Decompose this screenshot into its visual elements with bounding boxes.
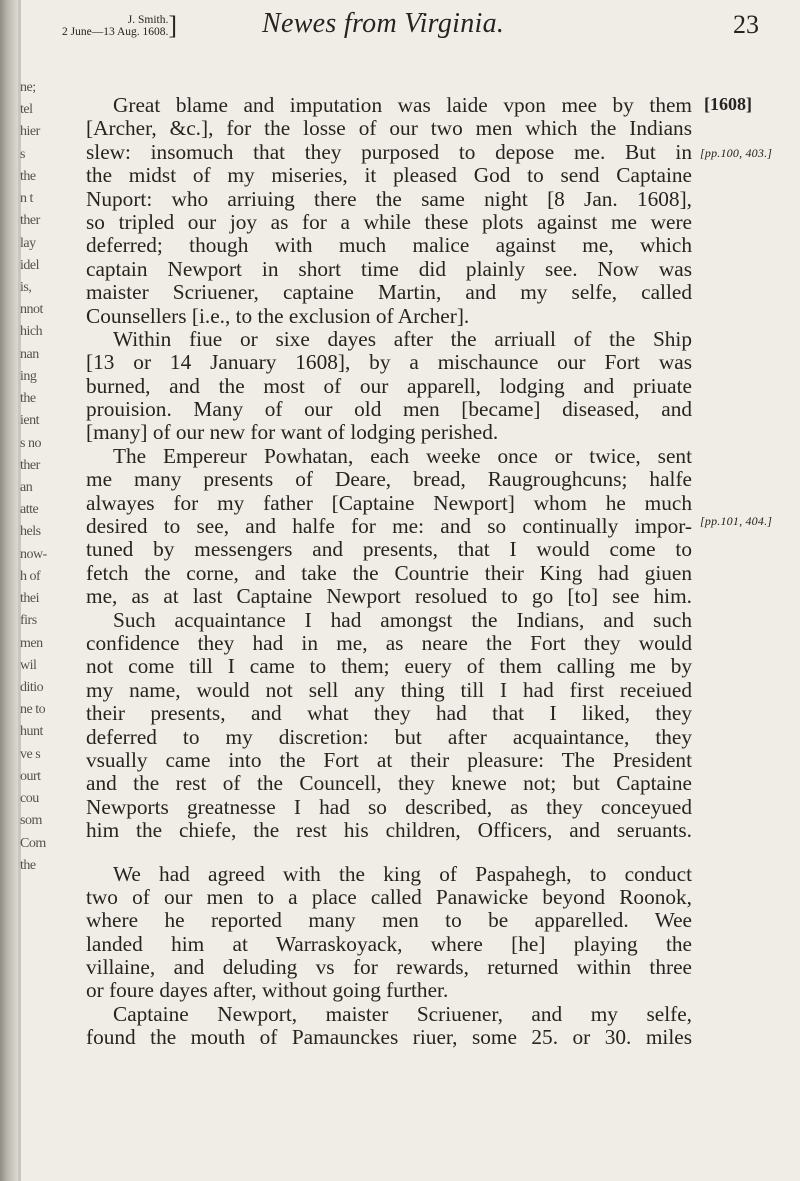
facing-page-fragment: Com [20, 836, 46, 851]
facing-page-fragment: hunt [20, 724, 43, 739]
facing-page-fragment: the [20, 391, 36, 406]
sidenote-dates: 2 June—13 Aug. 1608. [62, 26, 169, 38]
facing-page-fragment: men [20, 636, 43, 651]
text-line: the midst of my miseries, it pleased God to send Captaine [86, 164, 692, 188]
margin-page-reference: [pp.100, 403.] [700, 146, 773, 160]
facing-page-fragments [20, 80, 54, 900]
text-line: where he reported many men to be apparelled. Wee [86, 909, 692, 933]
text-line: or foure dayes after, without going further. [86, 978, 449, 1003]
text-line: found the mouth of Pamaunckes riuer, some 25. or 30. miles [86, 1026, 692, 1050]
facing-page-fragment: s no [20, 436, 41, 451]
page-number: 23 [733, 10, 759, 39]
facing-page-fragment: tel [20, 102, 33, 117]
facing-page-fragment: firs [20, 613, 37, 628]
running-sidenote: J. Smith. 2 June—13 Aug. 1608. ] [62, 11, 178, 40]
text-line: not come till I came to them; euery of them calling me by [86, 655, 692, 679]
margin-page-reference: [pp.101, 404.] [700, 514, 773, 528]
text-line: landed him at Warraskoyack, where [he] playing the [86, 932, 692, 956]
text-line: and the rest of the Councell, they knewe not; but Captaine [86, 772, 692, 796]
text-line: confidence they had in me, as neare the Fort they would [86, 631, 692, 655]
text-line: me, as at last Captaine Newport resolued to go [to] see him. [86, 585, 692, 609]
facing-page-fragment: h of [20, 569, 41, 584]
facing-page-fragment: atte [20, 502, 39, 517]
facing-page-fragment: ther [20, 458, 40, 473]
text-line: The Empereur Powhatan, each weeke once or twice, sent [113, 444, 692, 468]
facing-page-fragment: ne; [20, 80, 36, 95]
facing-page-fragment: now- [20, 547, 47, 562]
facing-page-fragment: ditio [20, 680, 44, 695]
text-line: Nuport: who arriuing there the same night [8 Jan. 1608], [86, 187, 692, 211]
margin-year: [1608] [704, 94, 752, 114]
facing-page-fragment: nan [20, 347, 39, 362]
text-line: deferred to my discretion: but after acquaintance, they [86, 725, 692, 749]
facing-page-fragment: ourt [20, 769, 41, 784]
text-line: so tripled our joy as for a while these plots against me were [86, 210, 692, 234]
facing-page-fragment: the [20, 169, 36, 184]
text-line: Such acquaintance I had amongst the Indians, and such [113, 608, 692, 632]
text-line: vsually came into the Fort at their pleasure: The President [86, 748, 692, 772]
facing-page-fragment: hich [20, 324, 43, 339]
facing-page-fragment: thei [20, 591, 39, 606]
facing-page-fragment: ne to [20, 702, 46, 717]
facing-page-fragment: lay [20, 236, 36, 251]
text-line: my name, would not sell any thing till I had first receiued [86, 678, 692, 702]
facing-page-fragment: n t [20, 191, 33, 206]
text-line: We had agreed with the king of Paspahegh, to conduct [113, 862, 692, 886]
facing-page-fragment: an [20, 480, 33, 495]
facing-page-fragment: nnot [20, 302, 43, 317]
text-line: Newports greatnesse I had so described, as they conceyued [86, 795, 692, 819]
text-line: prouision. Many of our old men [became] diseased, and [86, 398, 692, 422]
text-line: alwayes for my father [Captaine Newport] whom he much [86, 491, 692, 515]
text-line: slew: insomuch that they purposed to depose me. But in [86, 140, 692, 164]
text-line: him the chiefe, the rest his children, Officers, and seruants. [86, 819, 692, 843]
running-title: Newes from Virginia. [262, 8, 505, 39]
text-line: Within fiue or sixe dayes after the arriuall of the Ship [113, 327, 692, 351]
text-line: burned, and the most of our apparell, lodging and priuate [86, 374, 692, 398]
text-line: [Archer, &c.], for the losse of our two men which the Indians [86, 117, 692, 141]
text-line: maister Scriuener, captaine Martin, and my selfe, called [86, 281, 692, 305]
text-line: captain Newport in short time did plainly see. Now was [86, 257, 692, 281]
facing-page-fragment: wil [20, 658, 37, 673]
text-line: Great blame and imputation was laide vpon mee by them [113, 94, 692, 117]
facing-page-fragment: the [20, 858, 36, 873]
facing-page-fragment: hels [20, 524, 41, 539]
text-line: their presents, and what they had that I liked, they [86, 702, 692, 726]
text-line: [many] of our new for want of lodging perished. [86, 420, 499, 445]
book-gutter [0, 0, 18, 1181]
facing-page-fragment: hier [20, 124, 40, 139]
body-text [86, 94, 692, 1050]
facing-page-fragment: s [20, 147, 25, 162]
text-line: fetch the corne, and take the Countrie their King had giuen [86, 561, 692, 585]
text-line: [13 or 14 January 1608], by a mischaunce our Fort was [86, 351, 692, 375]
facing-page-fragment: is, [20, 280, 32, 295]
sidenote-author: J. Smith. [127, 14, 169, 26]
text-line: villaine, and deluding vs for rewards, returned within three [86, 956, 692, 980]
facing-page-fragment: ve s [20, 747, 41, 762]
text-line: Captaine Newport, maister Scriuener, and my selfe, [113, 1002, 692, 1026]
facing-page-fragment: cou [20, 791, 39, 806]
facing-page-fragment: som [20, 813, 42, 828]
text-line: tuned by messengers and presents, that I would come to [86, 538, 692, 562]
text-line: me many presents of Deare, bread, Raugroughcuns; halfe [86, 468, 692, 492]
facing-page-fragment: ient [20, 413, 39, 428]
facing-page-fragment: idel [20, 258, 39, 273]
text-line: desired to see, and halfe for me: and so continually impor- [86, 515, 692, 539]
text-line: two of our men to a place called Panawicke beyond Roonok, [86, 885, 692, 909]
text-line: deferred; though with much malice against me, which [86, 234, 692, 258]
facing-page-fragment: ther [20, 213, 40, 228]
facing-page-fragment: ing [20, 369, 37, 384]
text-line: Counsellers [i.e., to the exclusion of Archer]. [86, 303, 470, 328]
